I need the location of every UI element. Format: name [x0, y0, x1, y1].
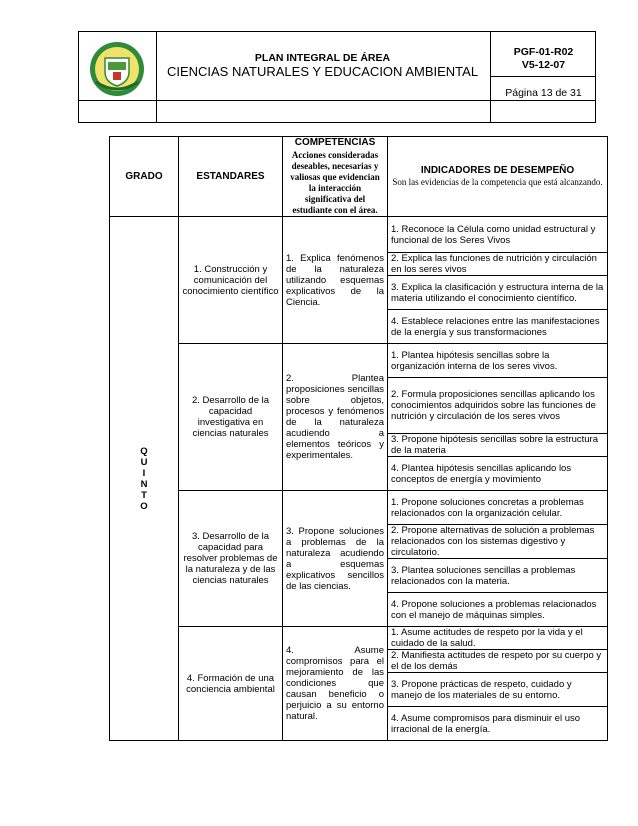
indicador-cell: 2. Formula proposiciones sencillas aplicando los conocimientos adquiridos sobre las funciones de nutrición y circulación de los seres vivos: [388, 378, 608, 434]
col-indicadores: [388, 137, 608, 217]
table-row: [110, 217, 608, 253]
indicador-cell: 3. Propone hipótesis sencillas sobre la estructura de la materia: [388, 434, 608, 457]
indicadores-desc: Son las evidencias de la competencia que está alcanzando.: [392, 177, 603, 187]
table-row: [110, 491, 608, 525]
competencias-title: COMPETENCIAS: [294, 137, 376, 148]
indicador-cell: 4. Propone soluciones a problemas relacionados con el manejo de máquinas simples.: [388, 593, 608, 627]
grado-letter: T: [141, 489, 147, 501]
crest-icon: [88, 40, 146, 98]
competencia-cell: 1. Explica fenómenos de la naturaleza utilizando esquemas explicativos de la Ciencia.: [283, 217, 388, 344]
table-header-row: [110, 137, 608, 217]
header-title: PLAN INTEGRAL DE ÁREA: [254, 52, 391, 64]
indicador-cell: 1. Asume actitudes de respeto por la vida y el cuidado de la salud.: [388, 627, 608, 650]
indicador-cell: 2. Explica las funciones de nutrición y circulación en los seres vivos: [388, 253, 608, 276]
indicador-cell: 2. Propone alternativas de solución a problemas relacionados con los sistemas digestivo y circulatorio.: [388, 525, 608, 559]
estandar-cell: 3. Desarrollo de la capacidad para resolver problemas de la naturaleza y de las ciencias naturales: [179, 491, 283, 627]
page-number: Página 13 de 31: [505, 87, 582, 99]
indicadores-title: INDICADORES DE DESEMPEÑO: [420, 165, 575, 176]
header-subtitle: CIENCIAS NATURALES Y EDUCACION AMBIENTAL: [166, 64, 479, 79]
estandar-cell: 4. Formación de una conciencia ambiental: [179, 627, 283, 741]
indicador-cell: 4. Establece relaciones entre las manifestaciones de la energía y sus transformaciones: [388, 310, 608, 344]
indicador-cell: 4. Asume compromisos para disminuir el uso irracional de la energía.: [388, 707, 608, 741]
indicador-cell: 4. Plantea hipótesis sencillas aplicando los conceptos de energía y movimiento: [388, 457, 608, 491]
grado-cell: [110, 217, 179, 741]
indicador-cell: 3. Propone prácticas de respeto, cuidado y manejo de los materiales de su entorno.: [388, 673, 608, 707]
estandar-cell: 2. Desarrollo de la capacidad investigativa en ciencias naturales: [179, 344, 283, 491]
standards-table: [109, 136, 608, 741]
indicador-cell: 3. Plantea soluciones sencillas a problemas relacionados con la materia.: [388, 559, 608, 593]
competencia-cell: 3. Propone soluciones a problemas de la naturaleza acudiendo a esquemas explicativos sencillos de las ciencias.: [283, 491, 388, 627]
version-line: V5-12-07: [521, 59, 566, 71]
competencias-desc: Acciones consideradas deseables, necesarias y valiosas que evidencian la interacción significativa del estudiante con el área.: [290, 150, 380, 215]
grado-letter: U: [140, 456, 148, 468]
grado-letter: I: [142, 467, 146, 479]
code-line: PGF-01-R02: [513, 46, 574, 58]
school-logo: [88, 40, 146, 98]
indicador-cell: 1. Reconoce la Célula como unidad estructural y funcional de los Seres Vivos: [388, 217, 608, 253]
competencia-cell: 4. Asume compromisos para el mejoramiento de las condiciones que causan beneficio o perjuicio a su entorno natural.: [283, 627, 388, 741]
col-grado: GRADO: [110, 137, 179, 217]
table-row: [110, 627, 608, 650]
indicador-cell: 2. Manifiesta actitudes de respeto por su cuerpo y el de los demás: [388, 650, 608, 673]
grado-letter: N: [140, 478, 148, 490]
grado-letter: O: [140, 500, 148, 512]
indicador-cell: 3. Explica la clasificación y estructura interna de la materia utilizando el conocimiento científico.: [388, 276, 608, 310]
document-code: [491, 46, 596, 72]
grado-letter: Q: [140, 445, 148, 457]
col-competencias: [283, 137, 388, 217]
competencia-cell: 2. Plantea proposiciones sencillas sobre objetos, procesos y fenómenos de la naturaleza acudiendo a elementos teóricos y experimentales.: [283, 344, 388, 491]
col-estandares: ESTANDARES: [179, 137, 283, 217]
indicador-cell: 1. Plantea hipótesis sencillas sobre la organización interna de los seres vivos.: [388, 344, 608, 378]
header-divider: [490, 76, 595, 77]
header-divider: [79, 100, 595, 101]
estandar-cell: 1. Construcción y comunicación del conocimiento científico: [179, 217, 283, 344]
indicador-cell: 1. Propone soluciones concretas a problemas relacionados con la organización celular.: [388, 491, 608, 525]
table-row: [110, 344, 608, 378]
